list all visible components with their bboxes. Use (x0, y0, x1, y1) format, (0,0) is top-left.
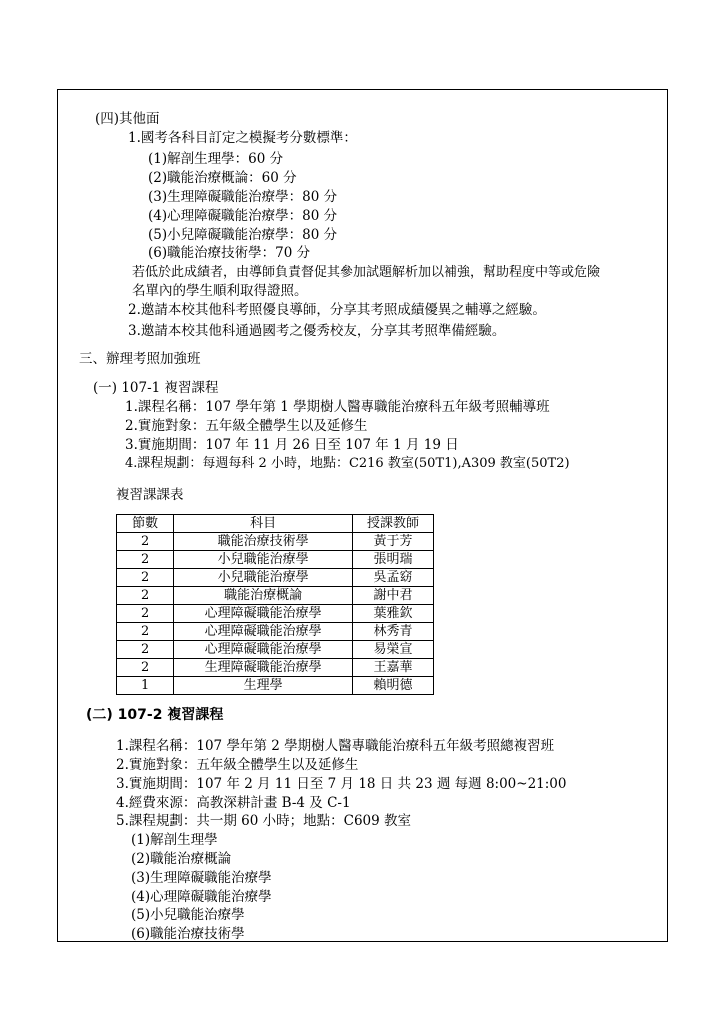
table-cell: 王嘉華 (352, 659, 433, 677)
table-cell: 2 (117, 641, 174, 659)
table-row (117, 641, 434, 659)
table-caption: 複習課課表 (116, 487, 184, 503)
table-row (117, 659, 434, 677)
table-cell: 2 (117, 533, 174, 551)
course-detail: 4.課程規劃：每週每科 2 小時，地點：C216 教室(50T1),A309 教室(50T2) (125, 456, 570, 471)
course2-heading: (二) 107-2 複習課程 (86, 707, 224, 723)
table-row (117, 587, 434, 605)
course-detail: 2.實施對象：五年級全體學生以及延修生 (116, 757, 359, 773)
note-text: 若低於此成績者，由導師負責督促其參加試題解析加以補強，幫助程度中等或危險 (132, 265, 601, 280)
table-row (117, 569, 434, 587)
course-detail: 4.經費來源：高教深耕計畫 B-4 及 C-1 (116, 795, 351, 811)
review-schedule-table (116, 514, 434, 695)
score-item: (6)職能治療技術學：70 分 (148, 245, 311, 261)
column-header: 節數 (117, 515, 174, 533)
table-cell: 林秀青 (352, 623, 433, 641)
table-cell: 心理障礙職能治療學 (174, 605, 353, 623)
table-cell: 職能治療概論 (174, 587, 353, 605)
subject-item: (2)職能治療概論 (131, 851, 232, 867)
note-text: 名單內的學生順利取得證照。 (132, 283, 308, 299)
table-row (117, 551, 434, 569)
table-cell: 葉雅欽 (352, 605, 433, 623)
course-detail: 3.實施期間：107 年 11 月 26 日至 107 年 1 月 19 日 (125, 437, 459, 453)
table-cell: 易榮宣 (352, 641, 433, 659)
table-cell: 賴明德 (352, 677, 433, 695)
score-item: (2)職能治療概論：60 分 (148, 170, 297, 186)
table-header-row (117, 515, 434, 533)
list-item: 1.國考各科目訂定之模擬考分數標準： (128, 130, 357, 146)
table-cell: 生理學 (174, 677, 353, 695)
table-cell: 吳孟窈 (352, 569, 433, 587)
score-item: (4)心理障礙職能治療學：80 分 (148, 208, 338, 224)
table-cell: 1 (117, 677, 174, 695)
list-item: 3.邀請本校其他科通過國考之優秀校友，分享其考照準備經驗。 (128, 323, 506, 339)
table-cell: 黃于芳 (352, 533, 433, 551)
table-cell: 小兒職能治療學 (174, 569, 353, 587)
table-row (117, 677, 434, 695)
subject-item: (6)職能治療技術學 (131, 926, 245, 942)
table-cell: 職能治療技術學 (174, 533, 353, 551)
course-detail: 2.實施對象：五年級全體學生以及延修生 (125, 418, 368, 434)
table-row (117, 605, 434, 623)
subject-item: (4)心理障礙職能治療學 (131, 889, 272, 905)
table-cell: 張明瑞 (352, 551, 433, 569)
table-cell: 2 (117, 551, 174, 569)
section-heading: 三、辦理考照加強班 (79, 351, 201, 367)
table-cell: 2 (117, 605, 174, 623)
list-item: 2.邀請本校其他科考照優良導師，分享其考照成績優異之輔導之經驗。 (128, 302, 546, 318)
subject-item: (5)小兒職能治療學 (131, 907, 245, 923)
table-cell: 2 (117, 623, 174, 641)
score-item: (1)解剖生理學：60 分 (148, 151, 284, 167)
subject-item: (1)解剖生理學 (131, 832, 218, 848)
section-heading-other: (四)其他面 (95, 111, 160, 127)
course-detail: 3.實施期間：107 年 2 月 11 日至 7 月 18 日 共 23 週 每週 8:00~21:00 (116, 776, 567, 792)
table-cell: 謝中君 (352, 587, 433, 605)
column-header: 授課教師 (352, 515, 433, 533)
course-detail: 5.課程規劃：共一期 60 小時；地點：C609 教室 (116, 813, 412, 829)
course1-heading: (一) 107-1 複習課程 (93, 380, 219, 396)
table-row (117, 533, 434, 551)
table-cell: 生理障礙職能治療學 (174, 659, 353, 677)
score-item: (3)生理障礙職能治療學：80 分 (148, 189, 338, 205)
table-cell: 小兒職能治療學 (174, 551, 353, 569)
table-cell: 心理障礙職能治療學 (174, 641, 353, 659)
course-detail: 1.課程名稱：107 學年第 2 學期樹人醫專職能治療科五年級考照總複習班 (116, 738, 555, 754)
table-cell: 2 (117, 659, 174, 677)
table-cell: 2 (117, 569, 174, 587)
table-cell: 心理障礙職能治療學 (174, 623, 353, 641)
table-cell: 2 (117, 587, 174, 605)
subject-item: (3)生理障礙職能治療學 (131, 870, 272, 886)
score-item: (5)小兒障礙職能治療學：80 分 (148, 227, 338, 243)
table-row (117, 623, 434, 641)
course-detail: 1.課程名稱：107 學年第 1 學期樹人醫專職能治療科五年級考照輔導班 (125, 399, 550, 415)
column-header: 科目 (174, 515, 353, 533)
